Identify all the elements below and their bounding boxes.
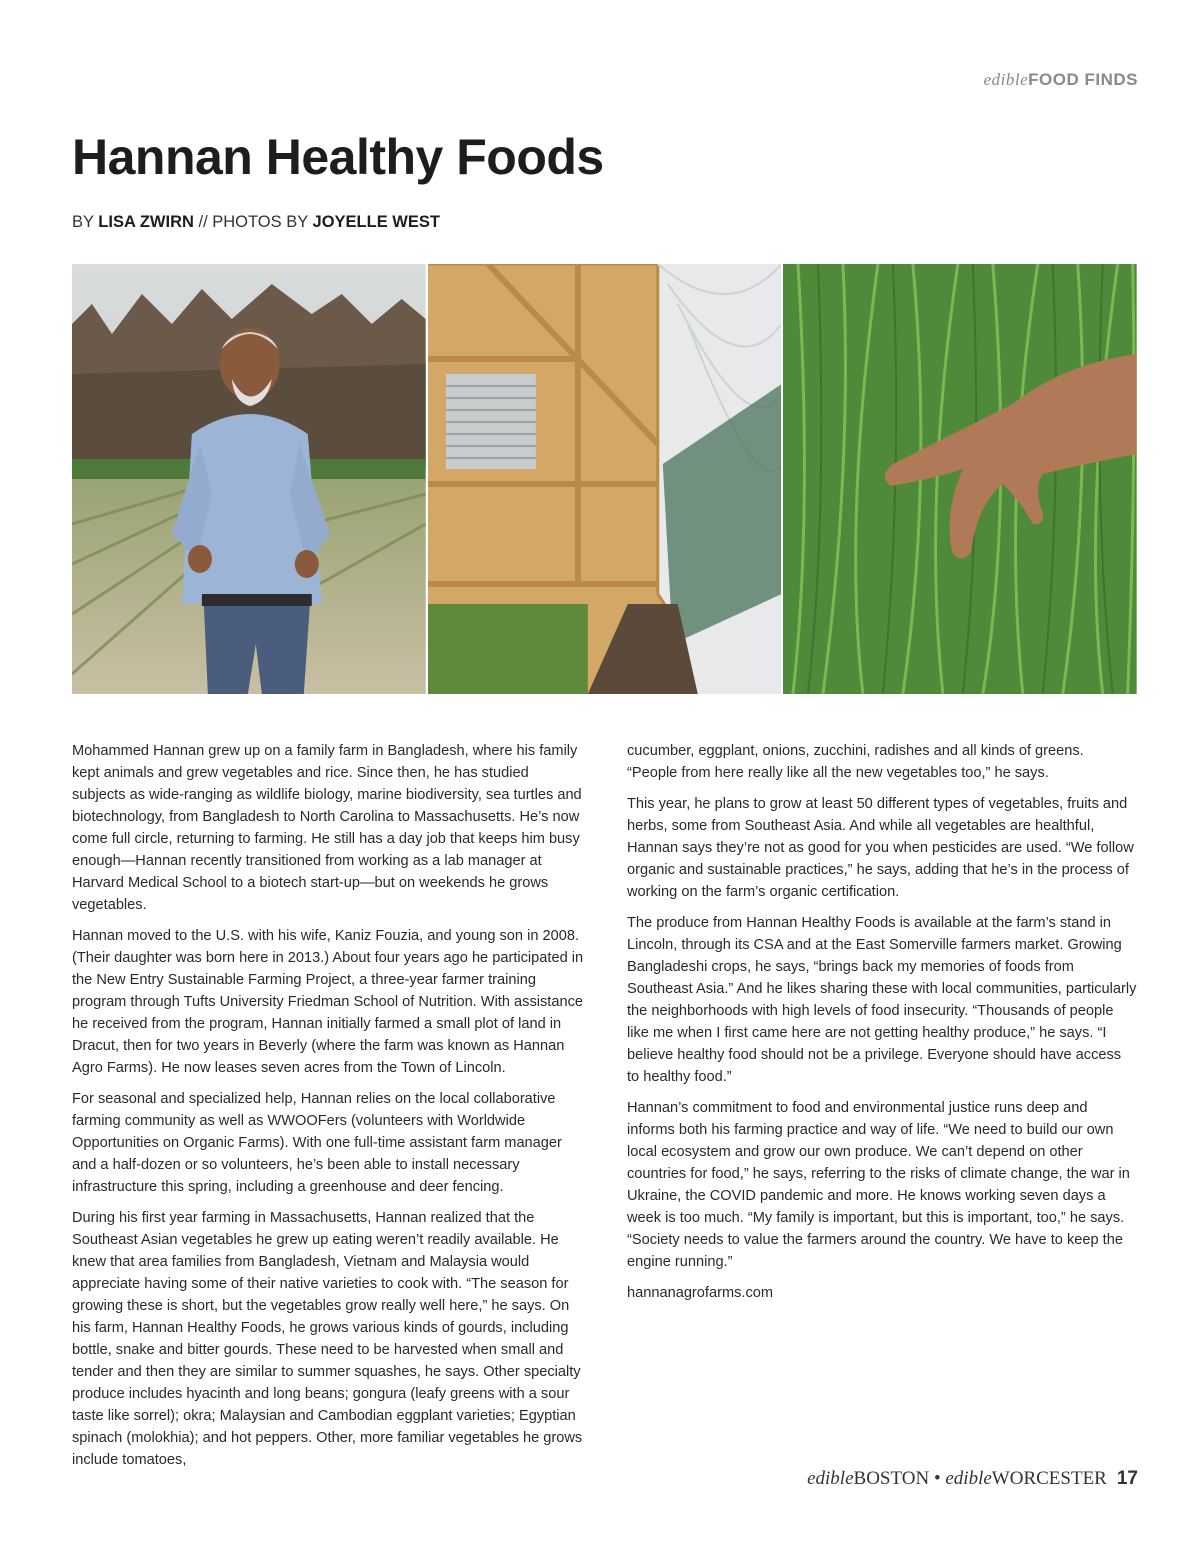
photo-greenhouse — [428, 264, 782, 694]
paragraph: Hannan’s commitment to food and environmental justice runs deep and informs both his farming practice and way of life. “We need to build our own local ecosystem and grow our own produce. We can’t depend on other countries for food,” he says, referring to the risks of climate change, the war in Ukraine, the COVID pandemic and more. He knows working seven days a week is too much. “My family is important, but this is important, too,” he says. “Society needs to value the farmers around the country. We have to keep the engine running.” — [627, 1100, 1130, 1270]
paragraph: Mohammed Hannan grew up on a family farm in Bangladesh, where his family kept animals and grew vegetables and rice. Since then, he has studied subjects as wide-ranging as wildlife biology, marine biodiversity, sea turtles and biotechnology, from Bangladesh to North Carolina to Massachusetts. He’s now come full circle, returning to farming. He still has a day job that keeps him busy enough—Hannan recently transitioned from working as a lab manager at Harvard Medical School to a biotech start-up—but on weekends he grows vegetables. — [72, 743, 582, 913]
photo-hand-in-greens — [783, 264, 1137, 694]
byline-author: LISA ZWIRN — [98, 213, 194, 231]
byline-by: BY — [72, 213, 99, 231]
article-column-1 — [72, 740, 584, 1480]
section-prefix: edible — [983, 70, 1029, 89]
byline — [72, 213, 440, 232]
footer-bullet: • — [929, 1468, 946, 1489]
paragraph: Hannan moved to the U.S. with his wife, Kaniz Fouzia, and young son in 2008. (Their daughter was born here in 2013.) About four years ago he participated in the New Entry Sustainable Farming Project, a three-year farmer training program through Tufts University Friedman School of Nutrition. With assistance he received from the program, Hannan initially farmed a small plot of land in Dracut, then for two years in Beverly (where the farm was known as Hannan Agro Farms). He now leases seven acres from the Town of Lincoln. — [72, 928, 584, 1076]
footer-pub2-name: WORCESTER — [991, 1468, 1107, 1489]
page-number: 17 — [1116, 1468, 1138, 1489]
section-name: FOOD FINDS — [1028, 70, 1138, 89]
footer-pub2-prefix: edible — [945, 1468, 992, 1489]
byline-photographer: JOYELLE WEST — [312, 213, 440, 231]
paragraph: For seasonal and specialized help, Hannan relies on the local collaborative farming community as well as WWOOFers (volunteers with Worldwide Opportunities on Organic Farms). With one full-time assistant farm manager and a half-dozen or so volunteers, he’s been able to install necessary infrastructure this spring, including a greenhouse and deer fencing. — [72, 1091, 562, 1195]
section-tag — [984, 70, 1138, 90]
paragraph: This year, he plans to grow at least 50 different types of vegetables, fruits and herbs, some from Southeast Asia. And while all vegetables are healthful, Hannan says they’re not as good for you when pesticides are used. “We follow organic and sustainable practices,” he says, adding that he’s in the process of working on the farm’s organic certification. — [627, 796, 1134, 900]
page-footer — [807, 1468, 1138, 1490]
photo-strip — [72, 264, 1137, 694]
footer-pub1-name: BOSTON — [853, 1468, 930, 1489]
article-title: Hannan Healthy Foods — [72, 129, 604, 185]
website-link[interactable]: hannanagrofarms.com — [627, 1285, 774, 1301]
article-column-2 — [627, 740, 1137, 1313]
paragraph: cucumber, eggplant, onions, zucchini, radishes and all kinds of greens. “People from here really like all the new vegetables too,” he says. — [627, 743, 1084, 781]
paragraph: The produce from Hannan Healthy Foods is available at the farm’s stand in Lincoln, through its CSA and at the East Somerville farmers market. Growing Bangladeshi crops, he says, “brings back my memories of foods from Southeast Asia.” And he likes sharing these with local communities, particularly the neighborhoods with high levels of food insecurity. “Thousands of people like me when I first came here are not getting healthy produce,” he says. “I believe healthy food should not be a privilege. Everyone should have access to healthy food.” — [627, 915, 1137, 1085]
byline-sep: // PHOTOS BY — [193, 213, 313, 231]
footer-pub1-prefix: edible — [807, 1468, 854, 1489]
paragraph: During his first year farming in Massachusetts, Hannan realized that the Southeast Asian vegetables he grew up eating weren’t readily available. He knew that area families from Bangladesh, Vietnam and Malaysia would appreciate having some of their native varieties to cook with. “The season for growing these is short, but the vegetables grow really well here,” he says. On his farm, Hannan Healthy Foods, he grows various kinds of gourds, including bottle, snake and bitter gourds. These need to be harvested when small and tender and then they are similar to summer squashes, he says. Other specialty produce includes hyacinth and long beans; gongura (leafy greens with a sour taste like sorrel); okra; Malaysian and Cambodian eggplant varieties; Egyptian spinach (molokhia); and hot peppers. Other, more familiar vegetables he grows include tomatoes, — [72, 1210, 583, 1468]
photo-farmer-in-field — [72, 264, 426, 694]
